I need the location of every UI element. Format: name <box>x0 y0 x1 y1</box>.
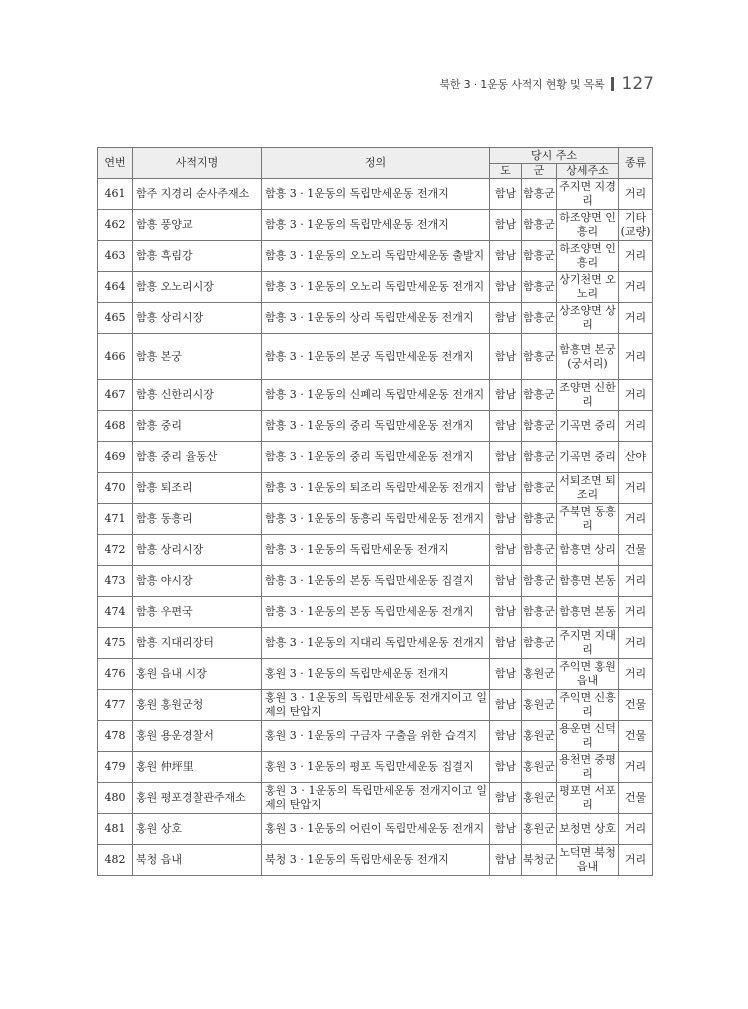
cell-province: 함남 <box>490 334 522 380</box>
cell-province: 함남 <box>490 380 522 411</box>
cell-county: 함흥군 <box>522 473 557 504</box>
cell-site-name: 함흥 퇴조리 <box>133 473 262 504</box>
cell-no: 467 <box>98 380 133 411</box>
cell-type: 거리 <box>619 303 653 334</box>
cell-type: 거리 <box>619 179 653 210</box>
running-header <box>439 74 654 94</box>
cell-province: 함남 <box>490 504 522 535</box>
cell-type: 거리 <box>619 272 653 303</box>
cell-county: 함흥군 <box>522 210 557 241</box>
cell-site-name: 홍원 상호 <box>133 814 262 845</box>
cell-type: 거리 <box>619 334 653 380</box>
cell-definition: 함흥 3 · 1운동의 상리 독립만세운동 전개지 <box>262 303 490 334</box>
table-row <box>98 380 653 411</box>
cell-no: 462 <box>98 210 133 241</box>
cell-detail-address: 함흥면 본동 <box>557 597 619 628</box>
cell-site-name: 북청 읍내 <box>133 845 262 876</box>
cell-no: 468 <box>98 411 133 442</box>
cell-detail-address: 하조양면 인흥리 <box>557 210 619 241</box>
cell-province: 함남 <box>490 566 522 597</box>
cell-site-name: 홍원 읍내 시장 <box>133 659 262 690</box>
cell-site-name: 홍원 용운경찰서 <box>133 721 262 752</box>
cell-type: 거리 <box>619 504 653 535</box>
cell-site-name: 함흥 신한리시장 <box>133 380 262 411</box>
cell-no: 466 <box>98 334 133 380</box>
cell-detail-address: 기곡면 중리 <box>557 442 619 473</box>
cell-type: 거리 <box>619 752 653 783</box>
cell-site-name: 함흥 지대리장터 <box>133 628 262 659</box>
table-row <box>98 814 653 845</box>
cell-no: 463 <box>98 241 133 272</box>
cell-type: 거리 <box>619 566 653 597</box>
cell-county: 함흥군 <box>522 628 557 659</box>
cell-site-name: 함흥 본궁 <box>133 334 262 380</box>
cell-detail-address: 용운면 신덕리 <box>557 721 619 752</box>
cell-province: 함남 <box>490 845 522 876</box>
cell-type: 거리 <box>619 473 653 504</box>
cell-detail-address: 상조양면 상리 <box>557 303 619 334</box>
cell-no: 472 <box>98 535 133 566</box>
table-row <box>98 721 653 752</box>
col-header-no: 연번 <box>98 148 133 179</box>
cell-definition: 홍원 3 · 1운동의 독립만세운동 전개지이고 일제의 탄압지 <box>262 690 490 721</box>
table-row <box>98 442 653 473</box>
table-row <box>98 752 653 783</box>
col-header-address-group: 당시 주소 <box>490 148 619 164</box>
cell-detail-address: 함흥면 상리 <box>557 535 619 566</box>
cell-detail-address: 보청면 상호 <box>557 814 619 845</box>
cell-type: 거리 <box>619 814 653 845</box>
cell-detail-address: 기곡면 중리 <box>557 411 619 442</box>
cell-county: 함흥군 <box>522 411 557 442</box>
col-header-county: 군 <box>522 164 557 179</box>
cell-county: 홍원군 <box>522 814 557 845</box>
cell-province: 함남 <box>490 659 522 690</box>
cell-no: 469 <box>98 442 133 473</box>
cell-no: 478 <box>98 721 133 752</box>
cell-site-name: 함흥 우편국 <box>133 597 262 628</box>
cell-county: 함흥군 <box>522 303 557 334</box>
cell-definition: 함흥 3 · 1운동의 오노리 독립만세운동 전개지 <box>262 272 490 303</box>
col-header-definition: 정의 <box>262 148 490 179</box>
cell-site-name: 함흥 상리시장 <box>133 303 262 334</box>
cell-site-name: 함흥 오노리시장 <box>133 272 262 303</box>
cell-definition: 함흥 3 · 1운동의 독립만세운동 전개지 <box>262 210 490 241</box>
cell-county: 홍원군 <box>522 690 557 721</box>
cell-definition: 함흥 3 · 1운동의 중리 독립만세운동 전개지 <box>262 411 490 442</box>
cell-definition: 함흥 3 · 1운동의 지대리 독립만세운동 전개지 <box>262 628 490 659</box>
cell-no: 471 <box>98 504 133 535</box>
cell-province: 함남 <box>490 535 522 566</box>
cell-type: 거리 <box>619 659 653 690</box>
cell-province: 함남 <box>490 179 522 210</box>
table-row <box>98 504 653 535</box>
cell-province: 함남 <box>490 473 522 504</box>
cell-detail-address: 노덕면 북청 읍내 <box>557 845 619 876</box>
cell-detail-address: 주지면 지대리 <box>557 628 619 659</box>
cell-definition: 홍원 3 · 1운동의 어린이 독립만세운동 전개지 <box>262 814 490 845</box>
cell-province: 함남 <box>490 721 522 752</box>
cell-type: 건물 <box>619 535 653 566</box>
cell-definition: 함흥 3 · 1운동의 본동 독립만세운동 전개지 <box>262 597 490 628</box>
cell-county: 함흥군 <box>522 272 557 303</box>
running-title: 북한 3 · 1운동 사적지 현황 및 목록 <box>439 78 605 91</box>
cell-detail-address: 주익면 홍원 읍내 <box>557 659 619 690</box>
table-row <box>98 210 653 241</box>
cell-province: 함남 <box>490 241 522 272</box>
cell-definition: 홍원 3 · 1운동의 평포 독립만세운동 집결지 <box>262 752 490 783</box>
cell-site-name: 홍원 仲坪里 <box>133 752 262 783</box>
cell-definition: 함흥 3 · 1운동의 오노리 독립만세운동 출발지 <box>262 241 490 272</box>
cell-definition: 함흥 3 · 1운동의 독립만세운동 전개지 <box>262 179 490 210</box>
table-row <box>98 659 653 690</box>
cell-detail-address: 함흥면 본동 <box>557 566 619 597</box>
cell-province: 함남 <box>490 628 522 659</box>
cell-detail-address: 하조양면 인흥리 <box>557 241 619 272</box>
cell-detail-address: 조양면 신한리 <box>557 380 619 411</box>
cell-type: 거리 <box>619 380 653 411</box>
cell-no: 480 <box>98 783 133 814</box>
table-body <box>98 179 653 876</box>
cell-county: 함흥군 <box>522 504 557 535</box>
cell-county: 함흥군 <box>522 179 557 210</box>
cell-detail-address: 상기천면 오노리 <box>557 272 619 303</box>
cell-county: 함흥군 <box>522 566 557 597</box>
table-row <box>98 628 653 659</box>
cell-type: 산야 <box>619 442 653 473</box>
cell-definition: 함흥 3 · 1운동의 퇴조리 독립만세운동 전개지 <box>262 473 490 504</box>
table-row <box>98 334 653 380</box>
cell-province: 함남 <box>490 752 522 783</box>
cell-type: 거리 <box>619 411 653 442</box>
cell-province: 함남 <box>490 411 522 442</box>
cell-type: 거리 <box>619 628 653 659</box>
cell-province: 함남 <box>490 783 522 814</box>
cell-definition: 함흥 3 · 1운동의 중리 독립만세운동 전개지 <box>262 442 490 473</box>
cell-definition: 함흥 3 · 1운동의 독립만세운동 전개지 <box>262 535 490 566</box>
cell-no: 461 <box>98 179 133 210</box>
cell-county: 함흥군 <box>522 597 557 628</box>
cell-county: 홍원군 <box>522 783 557 814</box>
cell-no: 475 <box>98 628 133 659</box>
cell-detail-address: 용천면 중평리 <box>557 752 619 783</box>
cell-site-name: 함흥 동흥리 <box>133 504 262 535</box>
cell-type: 건물 <box>619 783 653 814</box>
cell-detail-address: 주지면 지경리 <box>557 179 619 210</box>
cell-definition: 홍원 3 · 1운동의 구금자 구출을 위한 습격지 <box>262 721 490 752</box>
cell-detail-address: 평포면 서포리 <box>557 783 619 814</box>
col-header-site: 사적지명 <box>133 148 262 179</box>
cell-no: 479 <box>98 752 133 783</box>
cell-type: 거리 <box>619 845 653 876</box>
cell-definition: 홍원 3 · 1운동의 독립만세운동 전개지이고 일제의 탄압지 <box>262 783 490 814</box>
cell-county: 함흥군 <box>522 535 557 566</box>
cell-detail-address: 주북면 동흥리 <box>557 504 619 535</box>
cell-no: 465 <box>98 303 133 334</box>
cell-no: 476 <box>98 659 133 690</box>
cell-no: 481 <box>98 814 133 845</box>
cell-no: 482 <box>98 845 133 876</box>
table-row <box>98 597 653 628</box>
header-divider <box>611 77 614 91</box>
cell-county: 함흥군 <box>522 241 557 272</box>
cell-definition: 함흥 3 · 1운동의 동흥리 독립만세운동 전개지 <box>262 504 490 535</box>
cell-site-name: 함흥 중리 율동산 <box>133 442 262 473</box>
cell-definition: 함흥 3 · 1운동의 신폐리 독립만세운동 전개지 <box>262 380 490 411</box>
cell-site-name: 함흥 풍양교 <box>133 210 262 241</box>
table-row <box>98 241 653 272</box>
table-row <box>98 411 653 442</box>
cell-site-name: 함주 지경리 순사주재소 <box>133 179 262 210</box>
cell-definition: 북청 3 · 1운동의 독립만세운동 전개지 <box>262 845 490 876</box>
cell-no: 464 <box>98 272 133 303</box>
cell-type: 건물 <box>619 690 653 721</box>
table-row <box>98 303 653 334</box>
cell-detail-address: 함흥면 본궁(궁서리) <box>557 334 619 380</box>
table-row <box>98 783 653 814</box>
cell-county: 홍원군 <box>522 752 557 783</box>
cell-province: 함남 <box>490 814 522 845</box>
cell-type: 기타(교량) <box>619 210 653 241</box>
col-header-province: 도 <box>490 164 522 179</box>
cell-definition: 홍원 3 · 1운동의 독립만세운동 전개지 <box>262 659 490 690</box>
page-number: 127 <box>621 74 654 94</box>
table-row <box>98 690 653 721</box>
col-header-type: 종류 <box>619 148 653 179</box>
cell-site-name: 홍원 평포경찰관주재소 <box>133 783 262 814</box>
cell-province: 함남 <box>490 272 522 303</box>
table-row <box>98 535 653 566</box>
cell-site-name: 함흥 중리 <box>133 411 262 442</box>
col-header-detail: 상세주소 <box>557 164 619 179</box>
cell-detail-address: 서퇴조면 퇴조리 <box>557 473 619 504</box>
cell-county: 함흥군 <box>522 380 557 411</box>
cell-detail-address: 주익면 신흥리 <box>557 690 619 721</box>
cell-type: 거리 <box>619 241 653 272</box>
cell-county: 함흥군 <box>522 442 557 473</box>
table-row <box>98 566 653 597</box>
cell-county: 북청군 <box>522 845 557 876</box>
table-row <box>98 845 653 876</box>
cell-no: 477 <box>98 690 133 721</box>
cell-definition: 함흥 3 · 1운동의 본동 독립만세운동 집결지 <box>262 566 490 597</box>
cell-site-name: 홍원 홍원군청 <box>133 690 262 721</box>
historic-sites-table <box>97 147 653 876</box>
table-row <box>98 179 653 210</box>
cell-province: 함남 <box>490 597 522 628</box>
cell-site-name: 함흥 흑림강 <box>133 241 262 272</box>
cell-definition: 함흥 3 · 1운동의 본궁 독립만세운동 전개지 <box>262 334 490 380</box>
cell-site-name: 함흥 야시장 <box>133 566 262 597</box>
cell-county: 함흥군 <box>522 334 557 380</box>
cell-province: 함남 <box>490 303 522 334</box>
cell-province: 함남 <box>490 210 522 241</box>
cell-no: 473 <box>98 566 133 597</box>
cell-site-name: 함흥 상리시장 <box>133 535 262 566</box>
cell-province: 함남 <box>490 690 522 721</box>
cell-type: 거리 <box>619 597 653 628</box>
cell-type: 건물 <box>619 721 653 752</box>
table-row <box>98 272 653 303</box>
cell-no: 470 <box>98 473 133 504</box>
cell-county: 홍원군 <box>522 721 557 752</box>
table-row <box>98 473 653 504</box>
cell-county: 홍원군 <box>522 659 557 690</box>
cell-no: 474 <box>98 597 133 628</box>
cell-province: 함남 <box>490 442 522 473</box>
